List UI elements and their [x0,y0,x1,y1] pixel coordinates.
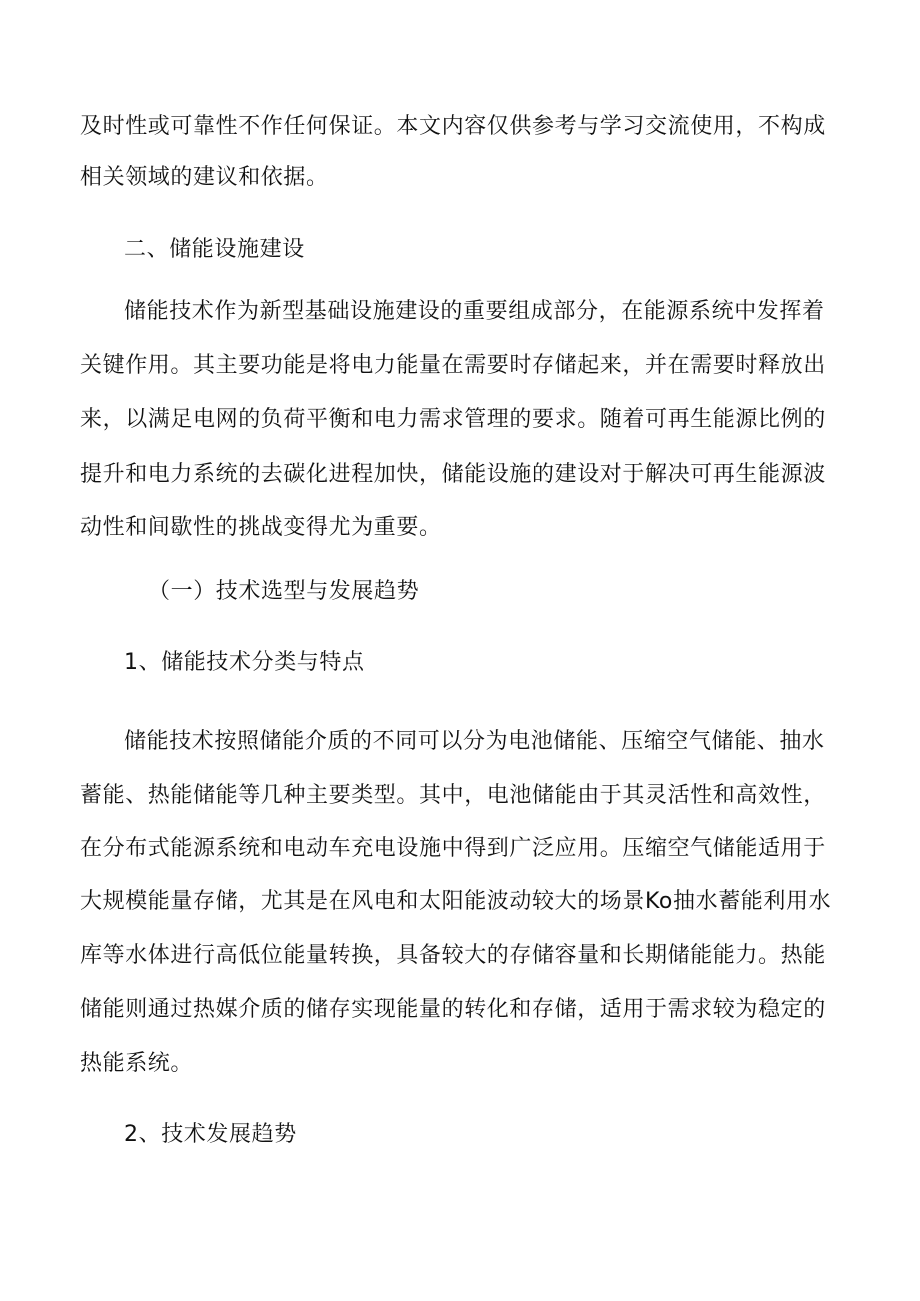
section-heading: 二、储能设施建设 [124,237,305,262]
paragraph2-line-7: 热能系统。 [80,1051,194,1076]
item1-heading: 1、储能技术分类与特点 [124,650,365,675]
paragraph2-line-4: 大规模能量存储，尤其是在风电和太阳能波动较大的场景Ko抽水蓄能利用水 [80,889,832,914]
paragraph1-line-2: 关键作用。其主要功能是将电力能量在需要时存储起来，并在需要时释放出 [80,353,826,378]
intro-line-1: 及时性或可靠性不作任何保证。本文内容仅供参考与学习交流使用，不构成 [80,114,826,139]
paragraph1-line-1: 储能技术作为新型基础设施建设的重要组成部分，在能源系统中发挥着 [124,299,825,324]
paragraph2-line-6: 储能则通过热媒介质的储存实现能量的转化和存储，适用于需求较为稳定的 [80,997,826,1022]
paragraph1-line-4: 提升和电力系统的去碳化进程加快，储能设施的建设对于解决可再生能源波 [80,462,826,487]
paragraph2-line-5: 库等水体进行高低位能量转换，具备较大的存储容量和长期储能能力。热能 [80,943,826,968]
intro-line-2: 相关领域的建议和依据。 [80,165,329,190]
paragraph2-line-2: 蓄能、热能储能等几种主要类型。其中，电池储能由于其灵活性和高效性， [80,783,826,808]
subsection-heading: （一）技术选型与发展趋势 [148,579,420,604]
paragraph1-line-3: 来，以满足电网的负荷平衡和电力需求管理的要求。随着可再生能源比例的 [80,407,826,432]
paragraph2-line-3: 在分布式能源系统和电动车充电设施中得到广泛应用。压缩空气储能适用于 [80,836,826,861]
paragraph1-line-5: 动性和间歇性的挑战变得尤为重要。 [80,515,442,540]
item2-heading: 2、技术发展趋势 [124,1122,297,1147]
paragraph2-line-1: 储能技术按照储能介质的不同可以分为电池储能、压缩空气储能、抽水 [124,729,825,754]
